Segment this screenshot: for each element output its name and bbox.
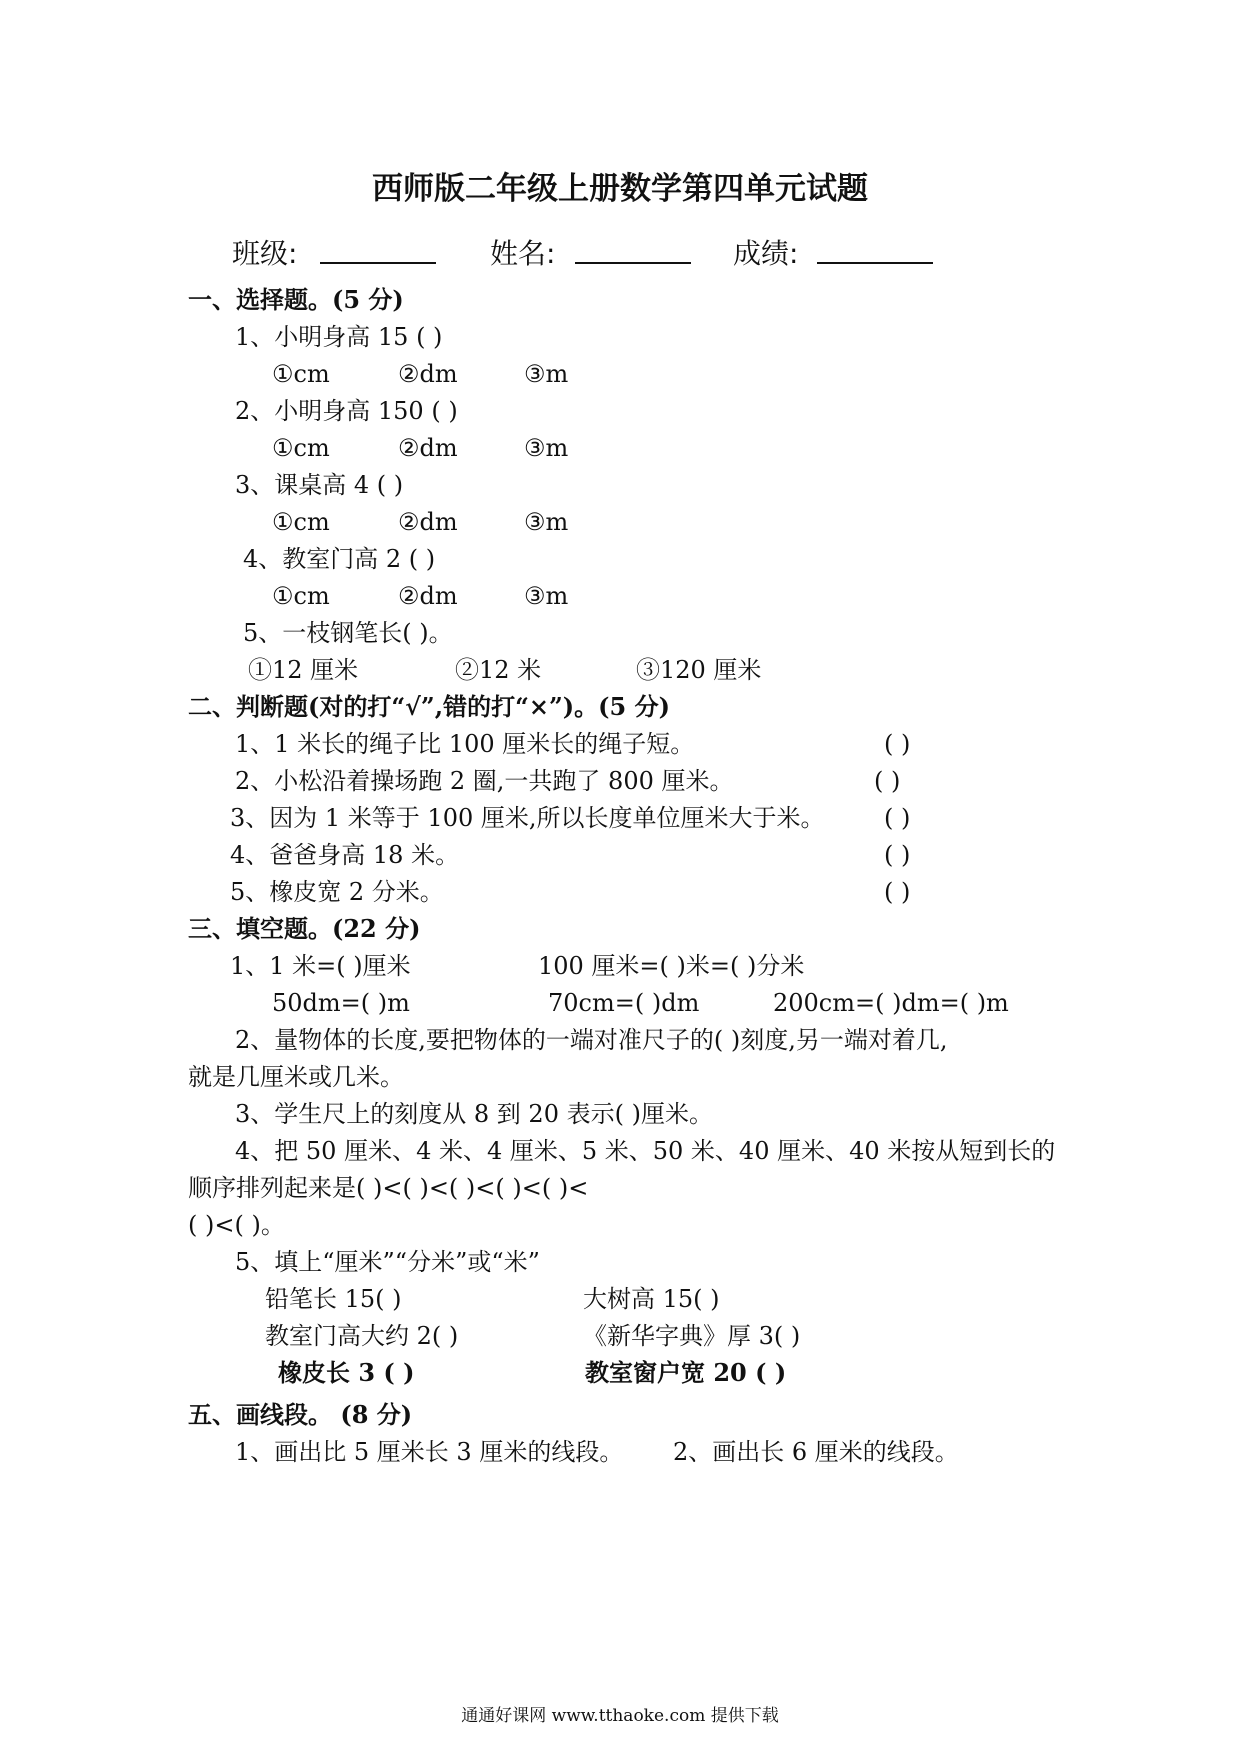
s1-q3-option-a[interactable]: ①cm [272, 508, 330, 536]
s2-q3-answer[interactable]: ( ) [884, 804, 911, 832]
class-label: 班级: [232, 237, 298, 270]
s3-question-3: 3、学生尺上的刻度从 8 到 20 表示( )厘米。 [235, 1100, 713, 1128]
s3-q1-part-c: 50dm=( )m [272, 989, 410, 1017]
s2-question-3: 3、因为 1 米等于 100 厘米,所以长度单位厘米大于米。 [230, 804, 825, 832]
s1-q1-option-a[interactable]: ①cm [272, 360, 330, 388]
s1-question-5: 5、一枝钢笔长( )。 [243, 619, 453, 647]
s1-q1-option-c[interactable]: ③m [524, 360, 569, 388]
s1-q4-option-a[interactable]: ①cm [272, 582, 330, 610]
s3-q5-item-c: 教室门高大约 2( ) [265, 1322, 459, 1350]
s2-question-5: 5、橡皮宽 2 分米。 [230, 878, 444, 906]
footer-source: 通通好课网 www.tthaoke.com 提供下载 [461, 1706, 779, 1726]
s2-question-2: 2、小松沿着操场跑 2 圈,一共跑了 800 厘米。 [235, 767, 734, 795]
s2-question-4: 4、爸爸身高 18 米。 [230, 841, 460, 869]
section-2-heading: 二、判断题(对的打“√”,错的打“×”)。(5 分) [188, 692, 670, 721]
s1-question-2: 2、小明身高 150 ( ) [235, 397, 458, 425]
s1-q5-option-c[interactable]: ③120 厘米 [636, 656, 762, 684]
s3-q5-item-e: 橡皮长 3 ( ) [278, 1358, 415, 1387]
s1-q2-option-c[interactable]: ③m [524, 434, 569, 462]
s1-q3-option-b[interactable]: ②dm [398, 508, 458, 536]
section-1-heading: 一、选择题。(5 分) [188, 285, 404, 314]
section-5-heading: 五、画线段。 (8 分) [188, 1400, 413, 1429]
s1-q2-option-b[interactable]: ②dm [398, 434, 458, 462]
s3-q1-part-d: 70cm=( )dm [548, 989, 700, 1017]
s1-q5-option-b[interactable]: ②12 米 [455, 656, 542, 684]
s3-q5-item-a: 铅笔长 15( ) [265, 1285, 402, 1313]
s2-q2-answer[interactable]: ( ) [874, 767, 901, 795]
s3-q1-part-a: 1、1 米=( )厘米 [230, 952, 411, 980]
s3-q1-part-e: 200cm=( )dm=( )m [773, 989, 1009, 1017]
score-blank[interactable] [817, 262, 933, 264]
s2-q1-answer[interactable]: ( ) [884, 730, 911, 758]
s3-q5-item-d: 《新华字典》厚 3( ) [583, 1322, 801, 1350]
s3-q5-item-f: 教室窗户宽 20 ( ) [585, 1358, 787, 1387]
s2-q4-answer[interactable]: ( ) [884, 841, 911, 869]
s1-q3-option-c[interactable]: ③m [524, 508, 569, 536]
s5-question-1: 1、画出比 5 厘米长 3 厘米的线段。 [235, 1438, 624, 1466]
s1-q1-option-b[interactable]: ②dm [398, 360, 458, 388]
s5-question-2: 2、画出长 6 厘米的线段。 [673, 1438, 959, 1466]
s3-q4-line-3: ( )<( )。 [188, 1211, 285, 1239]
s1-question-4: 4、教室门高 2 ( ) [243, 545, 436, 573]
s3-q1-part-b: 100 厘米=( )米=( )分米 [538, 952, 805, 980]
s1-q5-option-a[interactable]: ①12 厘米 [248, 656, 359, 684]
s2-q5-answer[interactable]: ( ) [884, 878, 911, 906]
s3-q2-line-1: 2、量物体的长度,要把物体的一端对准尺子的( )刻度,另一端对着几, [235, 1026, 948, 1054]
s1-question-1: 1、小明身高 15 ( ) [235, 323, 443, 351]
s3-q5-item-b: 大树高 15( ) [583, 1285, 720, 1313]
class-blank[interactable] [320, 262, 436, 264]
score-label: 成绩: [733, 237, 799, 270]
s1-q4-option-b[interactable]: ②dm [398, 582, 458, 610]
name-label: 姓名: [490, 237, 556, 270]
s1-q4-option-c[interactable]: ③m [524, 582, 569, 610]
s3-q4-line-1: 4、把 50 厘米、4 米、4 厘米、5 米、50 米、40 厘米、40 米按从短到长的 [235, 1137, 1056, 1165]
s2-question-1: 1、1 米长的绳子比 100 厘米长的绳子短。 [235, 730, 695, 758]
s3-q2-line-2: 就是几厘米或几米。 [188, 1063, 404, 1091]
s3-question-5: 5、填上“厘米”“分米”或“米” [235, 1248, 540, 1276]
s1-q2-option-a[interactable]: ①cm [272, 434, 330, 462]
name-blank[interactable] [575, 262, 691, 264]
page-title: 西师版二年级上册数学第四单元试题 [372, 171, 868, 207]
section-3-heading: 三、填空题。(22 分) [188, 914, 421, 943]
s3-q4-line-2: 顺序排列起来是( )<( )<( )<( )<( )< [188, 1174, 589, 1202]
s1-question-3: 3、课桌高 4 ( ) [235, 471, 404, 499]
